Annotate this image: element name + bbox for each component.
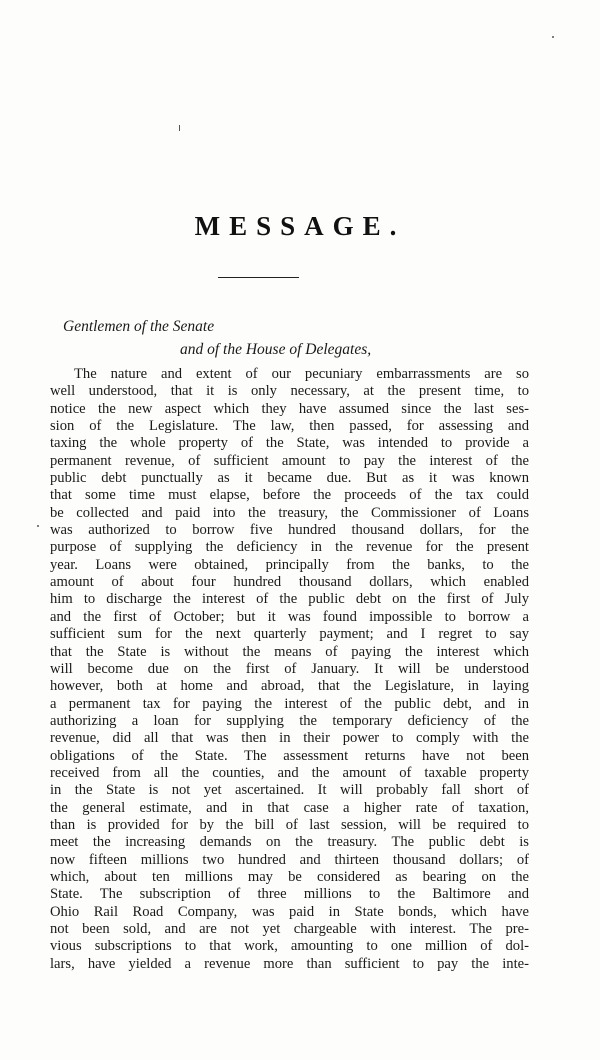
body-line: notice the new aspect which they have assumed since the last ses-	[50, 400, 529, 417]
body-line: taxing the whole property of the State, was intended to provide a	[50, 435, 529, 452]
body-line: him to discharge the interest of the public debt on the first of July	[50, 591, 529, 608]
body-line: public debt punctually as it became due. But as it was known	[50, 470, 529, 487]
body-line: lars, have yielded a revenue more than sufficient to pay the inte-	[50, 955, 529, 972]
body-line: was authorized to borrow five hundred thousand dollars, for the	[50, 522, 529, 539]
body-line: amount of about four hundred thousand dollars, which enabled	[50, 574, 529, 591]
page-title: MESSAGE.	[194, 211, 406, 241]
body-line: year. Loans were obtained, principally from the banks, to the	[50, 556, 529, 573]
salutation-line-2: and of the House of Delegates,	[180, 341, 372, 358]
ink-speck	[179, 125, 180, 131]
body-line: obligations of the State. The assessment returns have not been	[50, 747, 529, 764]
body-line: however, both at home and abroad, that the Legislature, in laying	[50, 678, 529, 695]
body-line: and the first of October; but it was found impossible to borrow a	[50, 608, 529, 625]
body-line: revenue, did all that was then in their power to comply with the	[50, 730, 529, 747]
body-line: a permanent tax for paying the interest of the public debt, and in	[50, 695, 529, 712]
body-line: well understood, that it is only necessary, at the present time, to	[50, 383, 529, 400]
ink-speck	[552, 36, 554, 38]
body-line: Ohio Rail Road Company, was paid in State bonds, which have	[50, 903, 529, 920]
body-line: sion of the Legislature. The law, then passed, for assessing and	[50, 418, 529, 435]
body-line: received from all the counties, and the amount of taxable property	[50, 764, 529, 781]
body-line: not been sold, and are not yet chargeable with interest. The pre-	[50, 921, 529, 937]
body-line: purpose of supplying the deficiency in the revenue for the present	[50, 539, 529, 556]
body-line: that the State is without the means of paying the interest which	[50, 643, 529, 660]
salutation-line-1: Gentlemen of the Senate	[63, 318, 215, 335]
body-line: than is provided for by the bill of last session, will be required to	[50, 816, 529, 833]
body-line: in the State is not yet ascertained. It will probably fall short of	[50, 782, 529, 799]
body-line: will become due on the first of January. It will be understood	[50, 660, 529, 677]
body-line: the general estimate, and in that case a higher rate of taxation,	[50, 799, 529, 816]
body-line: vious subscriptions to that work, amounting to one million of dol-	[50, 938, 529, 955]
ink-speck	[37, 525, 39, 527]
body-line: sufficient sum for the next quarterly payment; and I regret to say	[50, 626, 529, 643]
body-line: that some time must elapse, before the proceeds of the tax could	[50, 487, 529, 504]
body-line: permanent revenue, of sufficient amount to pay the interest of the	[50, 452, 529, 469]
body-line: which, about ten millions may be considered as bearing on the	[50, 868, 529, 885]
body-line: authorizing a loan for supplying the temporary deficiency of the	[50, 712, 529, 729]
title-divider	[218, 277, 299, 278]
message-body	[50, 366, 529, 973]
body-line: State. The subscription of three millions to the Baltimore and	[50, 886, 529, 903]
body-line: now fifteen millions two hundred and thirteen thousand dollars; of	[50, 851, 529, 868]
body-line: be collected and paid into the treasury, the Commissioner of Loans	[50, 504, 529, 521]
body-line: meet the increasing demands on the treasury. The public debt is	[50, 834, 529, 851]
body-line: The nature and extent of our pecuniary embarrassments are so	[74, 366, 529, 382]
